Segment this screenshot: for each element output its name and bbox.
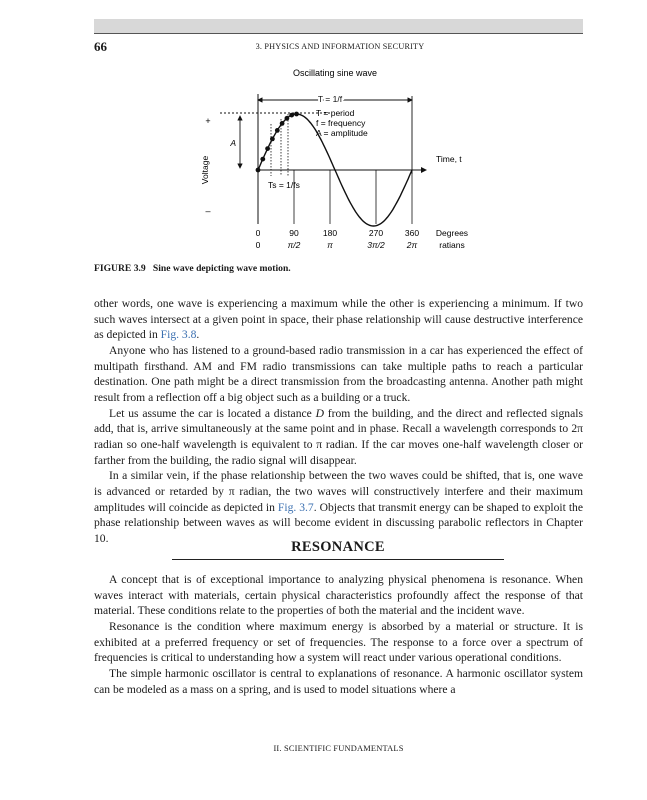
distance-variable: D	[315, 406, 324, 420]
paragraph-1-end: .	[196, 328, 200, 342]
degree-tick-180: 180	[322, 228, 338, 238]
radian-tick-0: 0	[255, 240, 261, 250]
legend-period: T = period	[316, 108, 355, 118]
figure-caption	[94, 263, 291, 274]
sample-point	[294, 112, 299, 117]
paragraph-4-text: In a similar vein, if the phase relationship between the two waves could be shifted, that is, one wave is advanced or retarded by π radian, the two waves will constructively interfere and their maximum amplitudes will coincide as depicted in	[94, 469, 583, 514]
caption-label: FIGURE 3.9	[94, 263, 146, 274]
degree-tick-270: 270	[368, 228, 384, 238]
sample-point	[285, 116, 290, 121]
x-axis-label: Time, t	[436, 154, 462, 164]
sample-point	[270, 137, 275, 142]
sample-point	[260, 157, 265, 162]
sample-point	[256, 168, 261, 173]
degree-tick-0: 0	[255, 228, 261, 238]
y-minus-label: –	[205, 206, 211, 216]
paragraph-7: The simple harmonic oscillator is central to explanations of resonance. A harmonic oscillator system can be modeled as a mass on a spring, and is used to model situations where a	[94, 666, 583, 696]
paragraph-3-text-a: Let us assume the car is located a distance	[109, 406, 312, 420]
sample-point	[289, 113, 294, 118]
degree-tick-90: 90	[289, 228, 299, 238]
radian-tick-pi: π	[327, 240, 333, 250]
paragraph-2: Anyone who has listened to a ground-based radio transmission in a car has experienced the effect of multipath firsthand. AM and FM radio transmissions can take multiple paths to reach a particular destination. One path might be a direct transmission from the broadcasting antenna. Another path might result from a reflection off a big object such as a building or a truck.	[94, 343, 583, 404]
amplitude-label: A	[230, 138, 236, 148]
sine-wave-figure	[190, 64, 490, 260]
degree-tick-360: 360	[404, 228, 420, 238]
radian-tick-half-pi: π/2	[287, 240, 301, 250]
sample-points	[256, 112, 299, 173]
header-rule	[94, 33, 583, 34]
body-text-upper	[94, 296, 583, 547]
paragraph-3-text-b: from the building, and the direct and reflected signals add, that is, arrive simultaneously at the same point and in phase. Recall a wavelength corresponds to 2π radian so one-half wavelength is equivalent to π radian. If the car moves one-half wavelength closer or farther from the building, the radio signal will disappear.	[94, 406, 583, 467]
sample-point	[280, 121, 285, 126]
fig-3-7-link[interactable]: Fig. 3.7	[277, 500, 314, 514]
degrees-label: Degrees	[435, 228, 469, 238]
paragraph-1-text: other words, one wave is experiencing a maximum while the other is experiencing a minimum. If two such waves intersect at a given point in space, their phase relationship will cause destructive interference as depicted in	[94, 297, 583, 342]
paragraph-4	[94, 468, 583, 546]
caption-text: Sine wave depicting wave motion.	[152, 263, 291, 274]
period-label: T = 1/f	[317, 94, 343, 104]
header-bar	[94, 19, 583, 33]
paragraph-4-end: . Objects that transmit energy can be shaped to exploit the phase relationship between waves as will become evident in discussing parabolic reflectors in Chapter 10.	[94, 500, 583, 545]
paragraph-6: Resonance is the condition where maximum energy is absorbed by a material or structure. It is exhibited at a preferred frequency or set of frequencies. The response to a force over a spectrum of frequencies is critical to understanding how a system will react under various operational conditions.	[94, 619, 583, 665]
paragraph-1	[94, 296, 583, 343]
sample-point	[265, 146, 270, 151]
section-heading-resonance: RESONANCE	[172, 539, 504, 560]
sample-period-label: Ts = 1/fs	[268, 180, 300, 190]
running-title: 3. PHYSICS AND INFORMATION SECURITY	[255, 42, 425, 51]
body-text-lower	[94, 572, 583, 697]
fig-3-8-link[interactable]: Fig. 3.8	[160, 328, 197, 342]
radian-tick-two-pi: 2π	[406, 240, 418, 250]
legend-amplitude: A = amplitude	[316, 128, 368, 138]
legend-frequency: f = frequency	[316, 118, 366, 128]
y-axis-label: Voltage	[200, 155, 210, 185]
y-plus-label: +	[205, 116, 211, 126]
radian-tick-three-half-pi: 3π/2	[367, 240, 385, 250]
paragraph-3	[94, 406, 583, 469]
figure-title: Oscillating sine wave	[292, 68, 378, 78]
page-number: 66	[94, 39, 107, 54]
sine-wave-diagram	[190, 64, 490, 260]
running-footer: II. SCIENTIFIC FUNDAMENTALS	[273, 744, 404, 753]
radians-label: ratians	[439, 240, 465, 250]
paragraph-5: A concept that is of exceptional importance to analyzing physical phenomena is resonance. When waves interact with materials, certain physical characteristics profoundly affect the response of that material. These conditions relate to the properties of both the material and the incident wave.	[94, 573, 583, 618]
sample-point	[275, 128, 280, 133]
